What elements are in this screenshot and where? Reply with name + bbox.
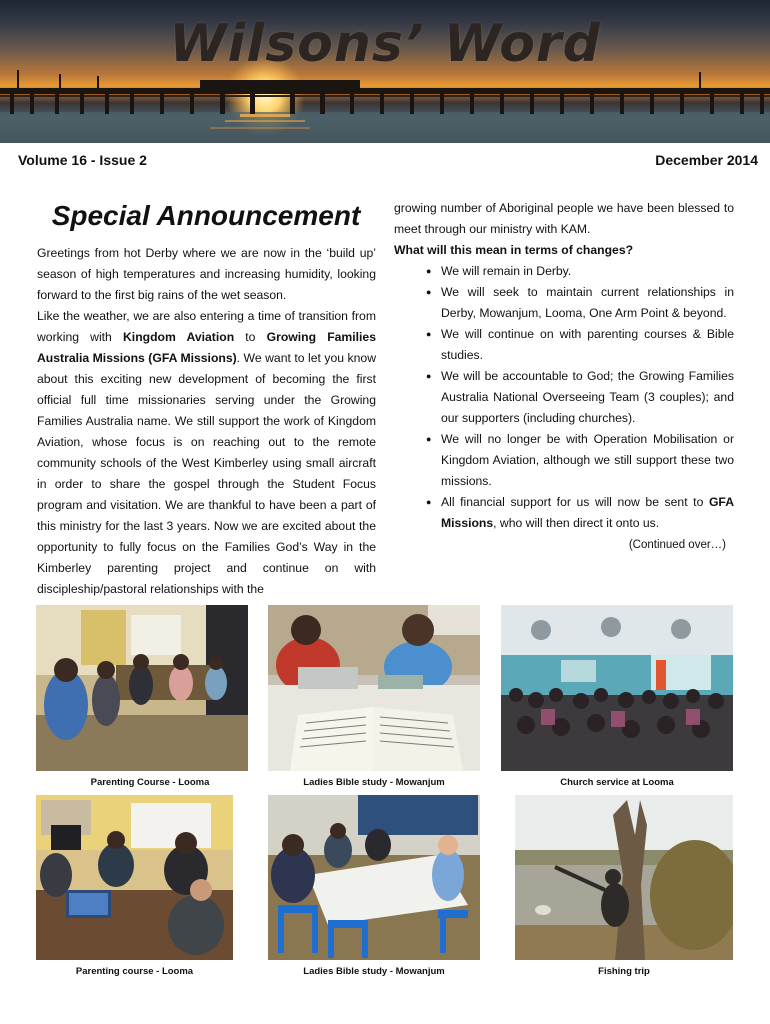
paragraph-greeting: Greetings from hot Derby where we are now in the ‘build up’ season of high temperatures and increasing humidity, looking forward to the first big rains of the wet season. [37,246,376,302]
list-item: ● We will remain in Derby. [394,261,734,282]
photo-river-tree-icon [515,795,733,960]
continued-note: (Continued over…) [628,539,726,551]
caption-ladies-bible-study: Ladies Bible study - Mowanjum [303,777,445,788]
list-item: ● All financial support for us will now be sent to GFA Missions, who will then direct it onto us. [394,492,734,534]
caption-parenting-course-looma: Parenting Course - Looma [90,777,210,788]
kingdom-aviation-text: Kingdom Aviation [123,330,235,344]
list-item: ● We will no longer be with Operation Mobilisation or Kingdom Aviation, although we still support these two missions. [394,429,734,492]
photo-parenting-course-laptop [36,795,233,960]
list-item: ● We will continue on with parenting courses & Bible studies. [394,324,734,366]
volume-issue: Volume 16 - Issue 2 [18,152,147,168]
changes-heading: What will this mean in terms of changes? [394,243,634,257]
paragraph-transition: Like the weather, we are also entering a time of transition from working with Kingdom Aviation to Growing Families Australia Missions (GFA Missions). We want to let you know about this exciting new development of becoming the first official full time missionaries serving under the Growing Families Australia name. We still support the work of Kingdom Aviation, whose focus is on reaching out to the remote community schools of the West Kimberley using small aircraft in order to share the gospel through the Student Focus program and visitation. We are thankful to have been a part of this ministry for the last 3 years. Now we are excited about the opportunity to fully focus on the Families God’s Way in the Kimberley parenting project and continue on with discipleship/pastoral relationships with the [37,309,376,596]
article-left-column [37,243,376,600]
gfa-missions-text: Growing Families Australia Missions (GFA Missions) [37,330,376,365]
bullet-icon: ● [426,434,432,444]
paragraph-continuation: growing number of Aboriginal people we have been blessed to meet through our ministry with KAM. [394,201,734,236]
caption-ladies-bible-study-2: Ladies Bible study - Mowanjum [303,966,445,977]
article-right-column [394,198,734,556]
masthead-title: Wilsons’ Word [169,14,601,74]
bullet-icon: ● [426,266,432,276]
photo-congregation-icon [501,605,733,771]
bullet-icon: ● [426,287,432,297]
article-headline: Special Announcement [51,200,361,231]
bullet-icon: ● [426,371,432,381]
photo-group-indoor-icon [36,605,248,771]
bullet-icon: ● [426,497,432,507]
photo-church-service [501,605,733,771]
issue-date: December 2014 [655,152,758,168]
photo-open-bible-icon [268,605,480,771]
list-item: ● We will be accountable to God; the Growing Families Australia National Overseeing Team (3 couples); and our supporters (including churches). [394,366,734,429]
photo-ladies-bible-study-2 [268,795,480,960]
photo-laptop-class-icon [36,795,233,960]
masthead-banner [0,0,770,143]
caption-fishing-trip: Fishing trip [598,966,650,977]
caption-church-service: Church service at Looma [560,777,674,788]
photo-ladies-bible-study [268,605,480,771]
photo-fishing-trip [515,795,733,960]
changes-list [394,261,734,534]
caption-parenting-course-looma-2: Parenting course - Looma [75,966,194,977]
photo-parenting-course-looma [36,605,248,771]
list-item: ● We will seek to maintain current relationships in Derby, Mowanjum, Looma, One Arm Point & beyond. [394,282,734,324]
bullet-icon: ● [426,329,432,339]
photo-table-group-icon [268,795,480,960]
